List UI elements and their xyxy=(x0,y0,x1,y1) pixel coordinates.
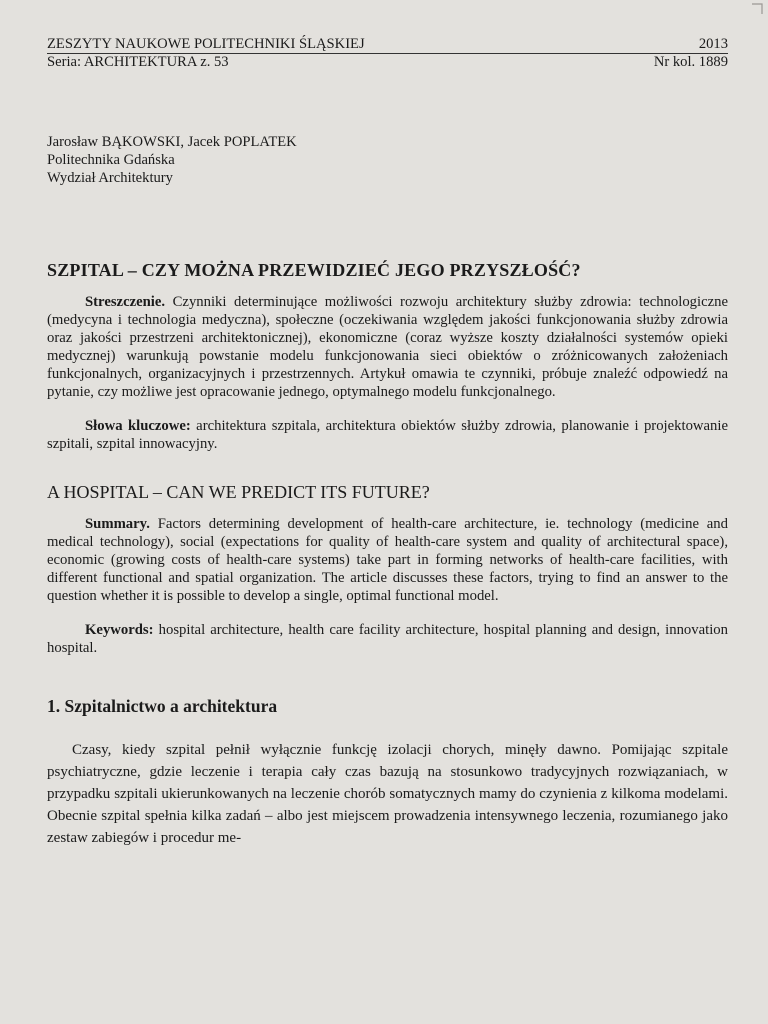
running-header xyxy=(47,36,728,71)
section-heading: 1. Szpitalnictwo a architektura xyxy=(47,696,278,716)
keywords-english-label: Keywords: xyxy=(85,622,154,638)
title-english: A HOSPITAL – CAN WE PREDICT ITS FUTURE? xyxy=(47,482,430,502)
keywords-polish xyxy=(47,417,728,453)
author-faculty: Wydział Architektury xyxy=(47,170,173,186)
keywords-english-text: hospital architecture, health care facility architecture, hospital planning and design, innovation hospital. xyxy=(47,622,728,656)
header-row-journal xyxy=(47,36,728,54)
issue-number: Nr kol. 1889 xyxy=(653,54,728,70)
journal-name: ZESZYTY NAUKOWE POLITECHNIKI ŚLĄSKIEJ xyxy=(47,36,365,52)
summary-english xyxy=(47,515,728,605)
title-polish: SZPITAL – CZY MOŻNA PRZEWIDZIEĆ JEGO PRZYSZŁOŚĆ? xyxy=(47,260,581,280)
keywords-polish-text: architektura szpitala, architektura obiektów służby zdrowia, planowanie i projektowanie szpitali, szpital innowacyjny. xyxy=(47,418,728,452)
abstract-polish xyxy=(47,293,728,401)
page-corner-mark xyxy=(748,0,766,18)
author-names: Jarosław BĄKOWSKI, Jacek POPLATEK xyxy=(47,134,297,150)
summary-english-label: Summary. xyxy=(85,516,150,532)
keywords-polish-label: Słowa kluczowe: xyxy=(85,418,191,434)
series-name: Seria: ARCHITEKTURA z. 53 xyxy=(47,54,229,70)
summary-english-text: Factors determining development of health-care architecture, ie. technology (medicine and medical technology), social (expectations for quality of health-care system and quality of architectural space), economic (growing costs of health-care systems) take part in forming networks of health-care facilities, with different functional and spatial organization. The article discusses these factors, trying to find an answer to the question whether it is possible to develop a single, optimal functional model. xyxy=(47,516,728,604)
keywords-english xyxy=(47,621,728,657)
author-institution: Politechnika Gdańska xyxy=(47,152,175,168)
journal-year: 2013 xyxy=(698,36,728,52)
author-block xyxy=(47,133,728,187)
abstract-polish-text: Czynniki determinujące możliwości rozwoju architektury służby zdrowia: technologiczne (medycyna i technologia medyczna), społeczne (oczekiwania względem jakości funkcjonowania służby zdrowia oraz jakości przestrzeni architektonicznej), ekonomiczne (coraz wyższe koszty działalności systemów opieki medycznej) warunkują powstanie modelu funkcjonowania sieci obiektów o zróżnicowanych założeniach funkcjonalnych, organizacyjnych i przestrzennych. Artykuł omawia te czynniki, próbuje znaleźć odpowiedź na pytanie, czy możliwe jest opracowanie jednego, optymalnego modelu funkcjonalnego. xyxy=(47,294,728,400)
header-row-series xyxy=(47,54,728,71)
abstract-polish-label: Streszczenie. xyxy=(85,294,166,310)
section-paragraph: Czasy, kiedy szpital pełnił wyłącznie funkcję izolacji chorych, minęły dawno. Pomijając szpitale psychiatryczne, gdzie leczenie i terapia cały czas bazują na stosunkowo tradycyjnych rozwiązaniach, w przypadku szpitali ukierunkowanych na leczenie chorób somatycznych mamy do czynienia z kilkoma modelami. Obecnie szpital spełnia kilka zadań – albo jest miejscem prowadzenia intensywnego leczenia, rozumianego jako zestaw zabiegów i procedur me- xyxy=(47,742,728,846)
